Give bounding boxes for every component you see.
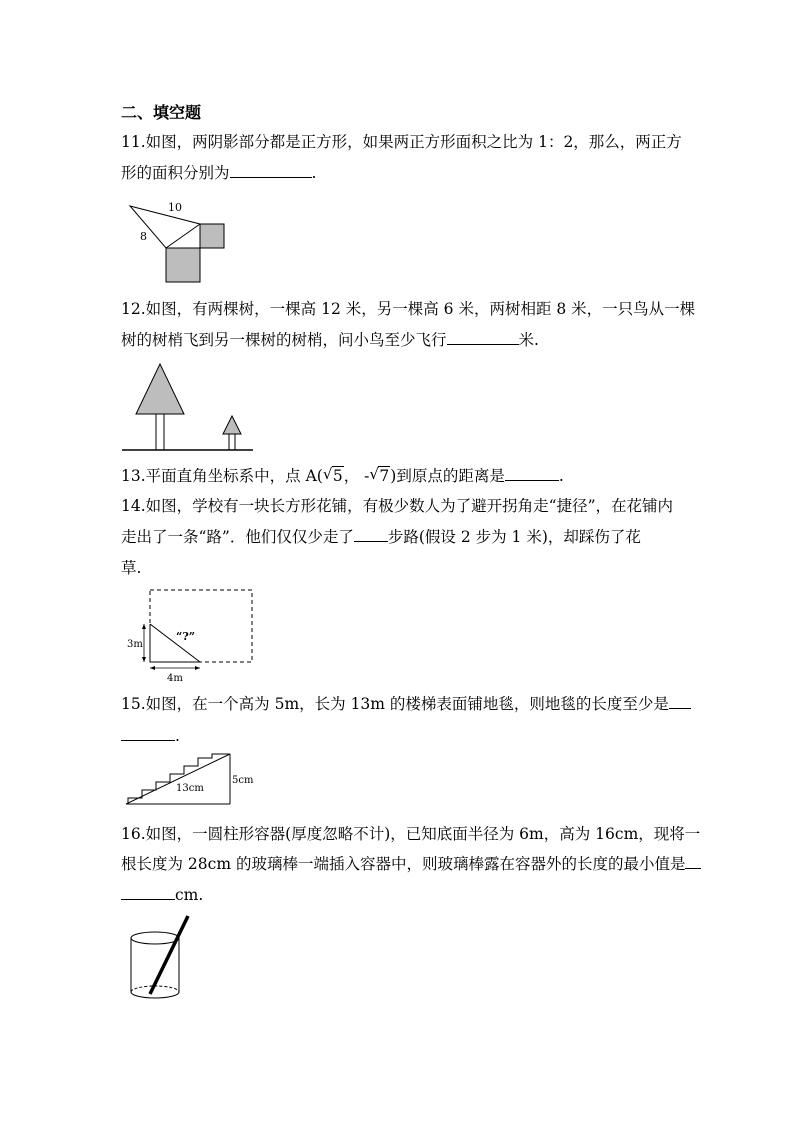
- q13-mid: ，: [343, 467, 360, 485]
- q12-short-trunk: [229, 434, 235, 450]
- q11-line1: 11.如图，两阴影部分都是正方形，如果两正方形面积之比为 1：2，那么，两正方: [121, 133, 682, 151]
- section-title: 二、填空题: [121, 103, 202, 122]
- q14-figure: [124, 588, 258, 686]
- q11-line2-end: .: [311, 164, 317, 182]
- q16-figure: [124, 912, 194, 1006]
- q11-line2: [121, 163, 316, 183]
- q13-answer-blank[interactable]: [505, 466, 559, 481]
- q16-glass-rod: [150, 916, 188, 994]
- q15-answer-blank-b[interactable]: [121, 726, 175, 741]
- q16-line3-end: cm.: [175, 886, 204, 904]
- q12-line2: [121, 330, 539, 350]
- q13-line: [121, 466, 564, 486]
- q13-minus: -: [364, 467, 370, 485]
- q15-line2-end: .: [175, 727, 180, 745]
- q14-line2-end: 步路(假设 2 步为 1 米)，却踩伤了花: [387, 528, 641, 546]
- q11-line2-text: 形的面积分别为: [121, 164, 230, 182]
- q15-answer-blank-a[interactable]: [669, 694, 691, 709]
- q15-label-hyp: 13cm: [176, 783, 204, 794]
- q15-figure: [122, 752, 260, 810]
- q12-line1: 12.如图，有两棵树，一棵高 12 米，另一棵高 6 米，两树相距 8 米，一只鸟从一棵: [121, 300, 696, 318]
- q14-answer-blank[interactable]: [354, 527, 388, 542]
- q13-suffix: )到原点的距离是: [390, 467, 505, 485]
- q15-label-right: 5cm: [232, 775, 254, 786]
- q12-short-tree: [223, 416, 241, 434]
- q14-label-mid: “?”: [176, 630, 196, 643]
- q15-hypotenuse: [126, 754, 230, 804]
- q12-line2-text: 树的树梢飞到另一棵树的树梢，问小鸟至少飞行: [121, 331, 447, 349]
- q14-label-left: 3m: [127, 639, 143, 650]
- q12-line2-end: 米.: [518, 331, 539, 349]
- q15-line1-text: 15.如图，在一个高为 5m，长为 13m 的楼梯表面铺地毯，则地毯的长度至少是: [121, 695, 669, 713]
- q14-label-bottom: 4m: [167, 673, 183, 684]
- q16-line1: 16.如图，一圆柱形容器(厚度忽略不计)，已知底面半径为 6m，高为 16cm，现将一: [121, 825, 701, 843]
- q12-tall-trunk: [156, 414, 164, 450]
- q13-end: .: [558, 467, 564, 485]
- q16-answer-blank-a[interactable]: [685, 854, 701, 869]
- q15-line1: [121, 694, 691, 714]
- q13-sqrt-7: √ 7: [369, 465, 390, 485]
- q12-figure: [120, 360, 255, 454]
- q11-label-top: 10: [168, 201, 182, 214]
- q15-line2: [121, 726, 180, 746]
- q12-answer-blank[interactable]: [447, 330, 519, 345]
- q12-tall-tree: [136, 364, 184, 414]
- q11-small-square: [200, 224, 224, 248]
- q14-flowerbed: [150, 590, 252, 662]
- q14-line3: 草.: [121, 559, 142, 577]
- q11-label-left: 8: [140, 230, 147, 243]
- q14-line2-text: 走出了一条“路”．他们仅仅少走了: [121, 528, 354, 546]
- q16-line2: [121, 854, 701, 874]
- q11-large-square: [166, 248, 200, 282]
- q11-figure: [126, 198, 230, 288]
- q16-cylinder-top: [131, 932, 179, 944]
- q14-line1: 14.如图，学校有一块长方形花铺，有极少数人为了避开拐角走“捷径”，在花铺内: [121, 497, 674, 515]
- q16-line2-text: 根长度为 28cm 的玻璃棒一端插入容器中，则玻璃棒露在容器外的长度的最小值是: [121, 855, 686, 873]
- q16-answer-blank-b[interactable]: [121, 885, 175, 900]
- q16-line3: [121, 885, 203, 905]
- q11-answer-blank[interactable]: [230, 163, 312, 178]
- q13-prefix: 13.平面直角坐标系中，点 A(: [121, 467, 323, 485]
- q13-sqrt-5: √ 5: [322, 465, 343, 485]
- q14-line2: [121, 527, 641, 547]
